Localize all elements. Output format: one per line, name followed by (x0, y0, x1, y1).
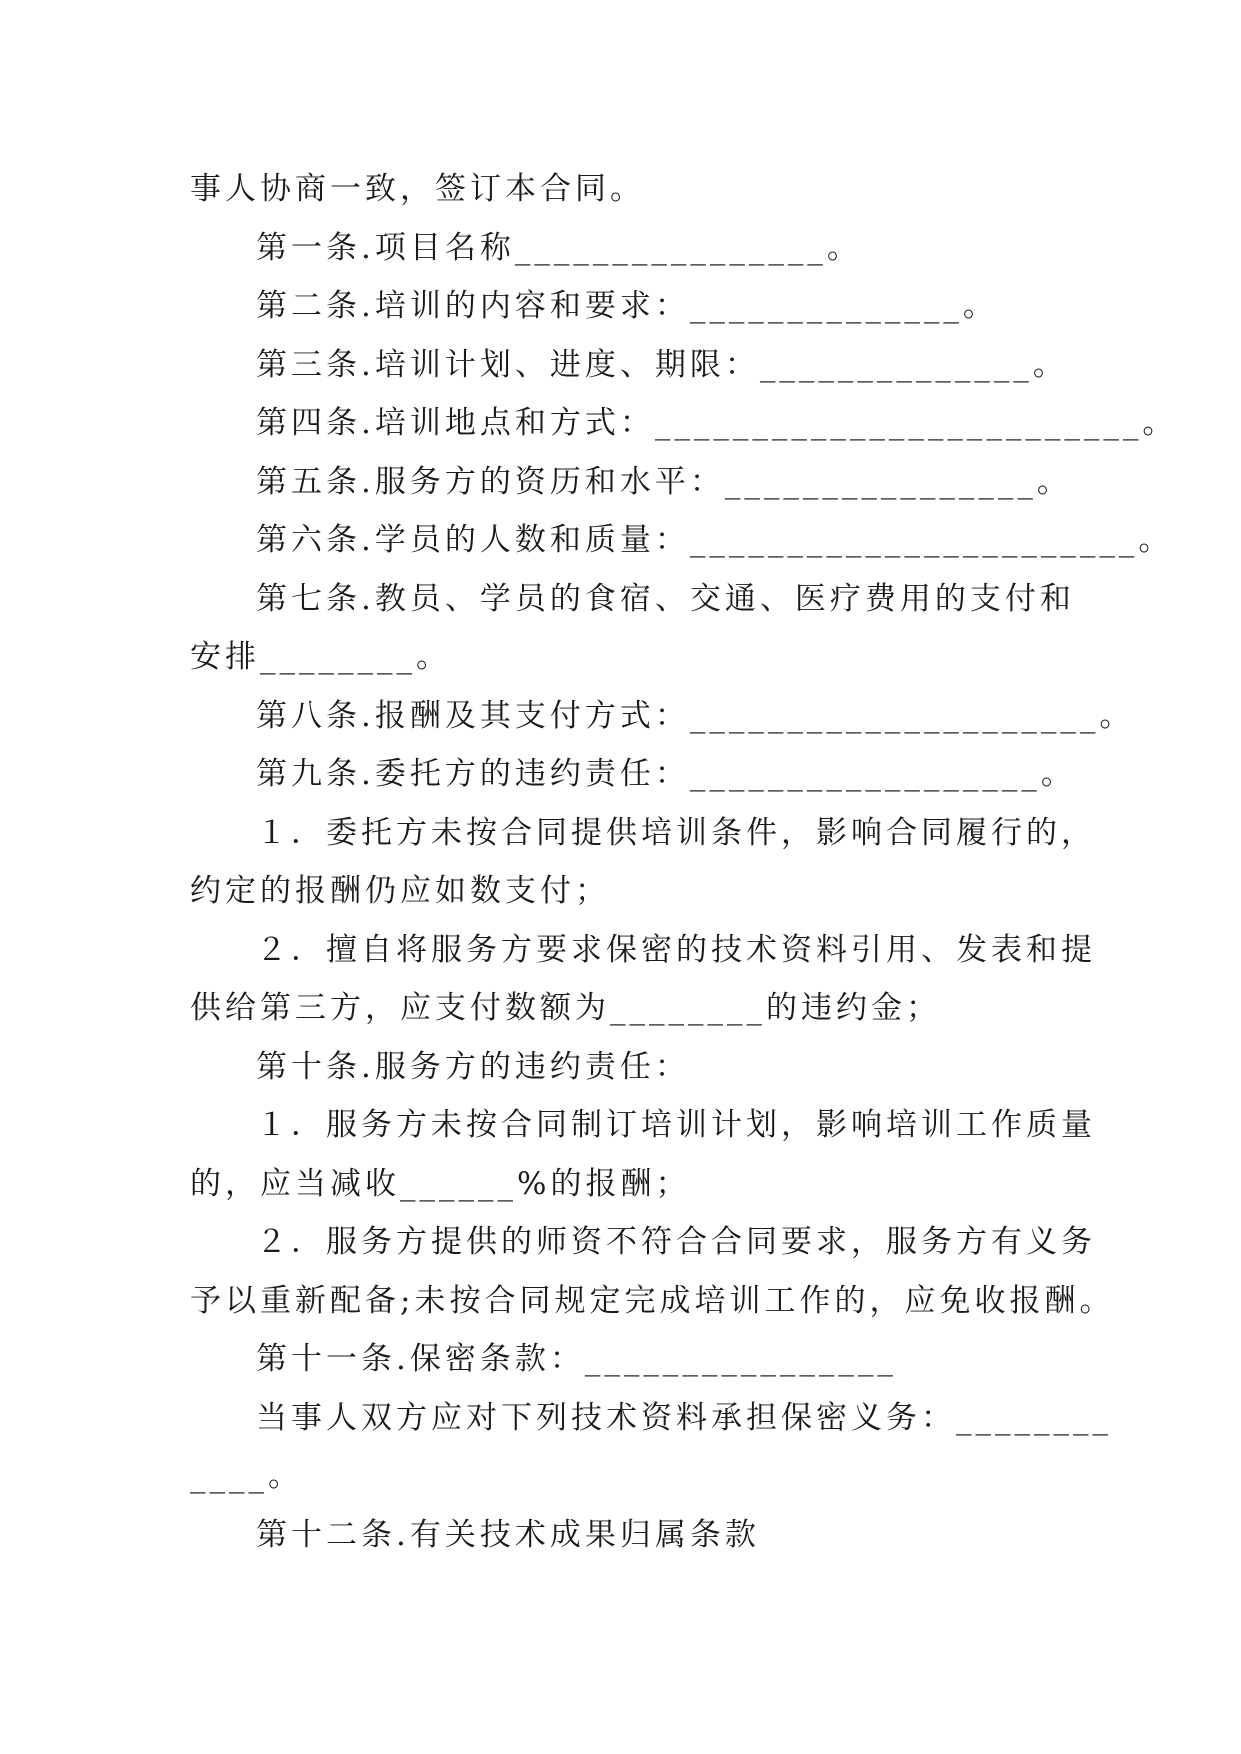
text-line: ２．擅自将服务方要求保密的技术资料引用、发表和提 (256, 931, 1096, 968)
text-line: 当事人双方应对下列技术资料承担保密义务：________ (256, 1399, 1112, 1436)
text-line: 第四条.培训地点和方式：_________________________。 (256, 405, 1178, 441)
contract-body (190, 160, 1178, 1564)
text-line: 第六条.学员的人数和质量：_______________________。 (256, 522, 1174, 558)
text-line: ____。 (190, 1458, 303, 1494)
text-line: １．委托方未按合同提供培训条件，影响合同履行的， (256, 814, 1096, 851)
text-line: 予以重新配备;未按合同规定完成培训工作的，应免收报酬。 (190, 1282, 1115, 1319)
text-line: 第一条.项目名称________________。 (256, 229, 862, 266)
text-line: １．服务方未按合同制订培训计划，影响培训工作质量 (256, 1107, 1096, 1143)
text-line: 供给第三方，应支付数额为________的违约金； (190, 990, 941, 1026)
text-line: 第八条.报酬及其支付方式：_____________________。 (256, 697, 1135, 734)
text-line: 第二条.培训的内容和要求：______________。 (256, 288, 998, 324)
text-line: 第十二条.有关技术成果归属条款 (256, 1516, 760, 1553)
text-line: 第五条.服务方的资历和水平：________________。 (256, 463, 1072, 500)
text-line: ２．服务方提供的师资不符合合同要求，服务方有义务 (256, 1224, 1096, 1260)
text-line: 第三条.培训计划、进度、期限：______________。 (256, 346, 1068, 383)
text-line: 第九条.委托方的违约责任：__________________。 (256, 756, 1076, 792)
text-line: 安排________。 (190, 639, 451, 675)
text-line: 约定的报酬仍应如数支付； (190, 873, 610, 909)
text-line: 事人协商一致，签订本合同。 (190, 171, 645, 207)
text-line: 第十一条.保密条款：________________ (256, 1341, 897, 1377)
text-line: 的，应当减收______%的报酬； (190, 1165, 691, 1202)
text-line: 第七条.教员、学员的食宿、交通、医疗费用的支付和 (256, 580, 1075, 617)
text-line: 第十条.服务方的违约责任： (256, 1048, 690, 1085)
